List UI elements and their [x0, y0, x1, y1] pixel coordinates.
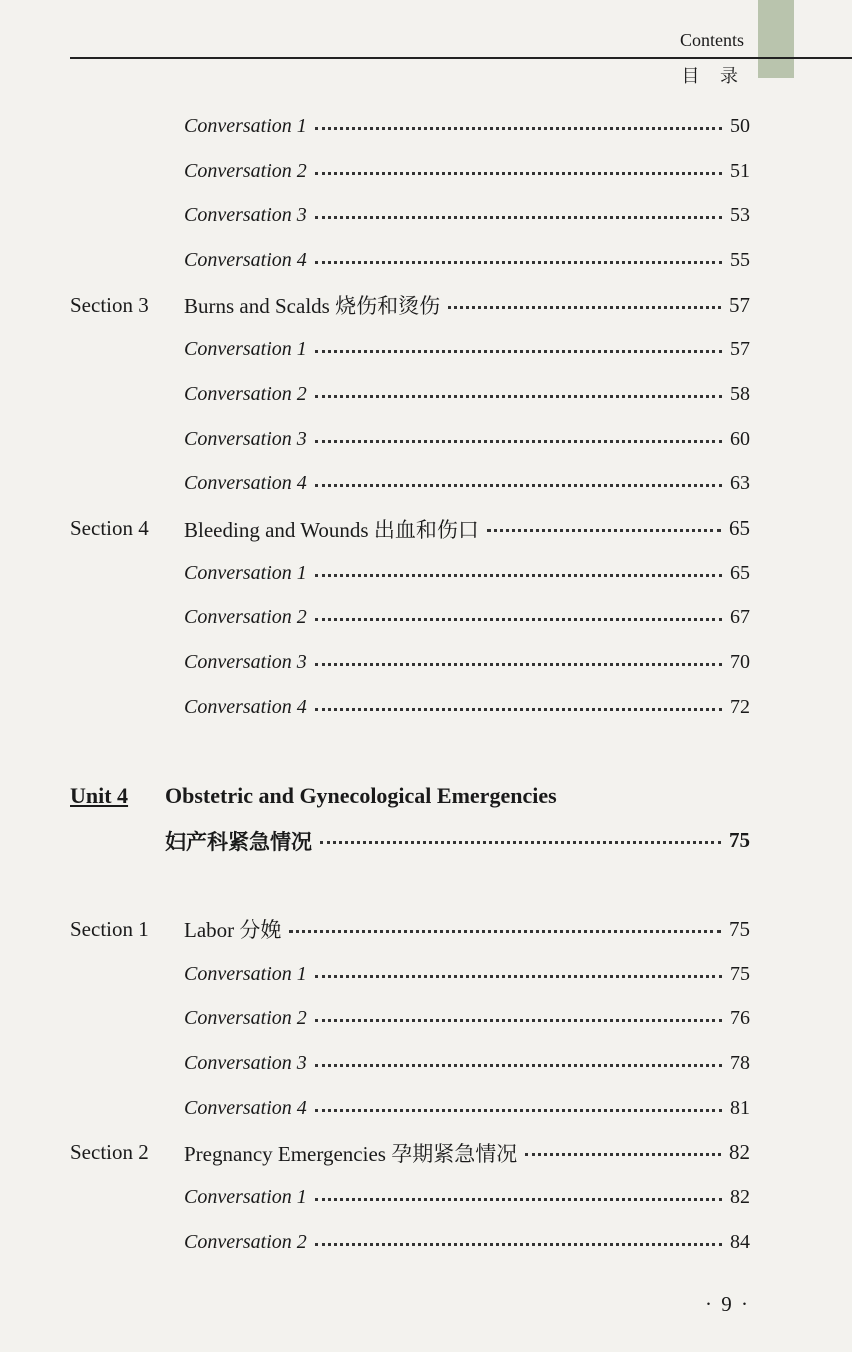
toc-entry[interactable] — [70, 1175, 750, 1220]
toc-entry[interactable] — [70, 1086, 750, 1131]
edge-tab — [758, 0, 794, 78]
entry-page: 75 — [729, 828, 750, 853]
entry-title: Conversation 1 — [184, 561, 307, 584]
entry-title: Conversation 1 — [184, 114, 307, 137]
spacer — [70, 863, 750, 907]
entry-page: 65 — [730, 561, 750, 584]
toc-entry[interactable] — [70, 193, 750, 238]
toc-section-entry[interactable] — [70, 907, 750, 952]
dot-leader — [315, 618, 722, 621]
entry-page: 70 — [730, 651, 750, 674]
dot-leader — [315, 440, 722, 443]
entry-title: Conversation 1 — [184, 338, 307, 361]
toc-unit-entry[interactable] — [70, 818, 750, 863]
toc-entry[interactable] — [70, 149, 750, 194]
dot-leader — [315, 261, 722, 264]
dot-leader — [315, 395, 722, 398]
toc-entry[interactable] — [70, 685, 750, 730]
entry-page: 50 — [730, 114, 750, 137]
toc-section-entry[interactable] — [70, 1130, 750, 1175]
dot-leader — [315, 127, 722, 130]
entry-page: 75 — [729, 916, 750, 941]
entry-page: 65 — [729, 516, 750, 541]
entry-title: Conversation 2 — [184, 606, 307, 629]
entry-title: Conversation 2 — [184, 1230, 307, 1253]
toc-entry[interactable] — [70, 238, 750, 283]
section-label: Section 2 — [70, 1140, 149, 1165]
table-of-contents — [70, 104, 750, 1265]
spacer — [70, 730, 750, 774]
entry-title: Conversation 3 — [184, 1051, 307, 1074]
entry-title: Conversation 2 — [184, 382, 307, 405]
dot-leader — [487, 529, 721, 532]
toc-entry[interactable] — [70, 551, 750, 596]
entry-page: 55 — [730, 248, 750, 271]
dot-leader — [315, 216, 722, 219]
section-label: Section 1 — [70, 916, 149, 941]
toc-entry[interactable] — [70, 104, 750, 149]
entry-title: Conversation 4 — [184, 695, 307, 718]
entry-page: 72 — [730, 695, 750, 718]
toc-entry[interactable] — [70, 996, 750, 1041]
toc-entry[interactable] — [70, 372, 750, 417]
toc-entry[interactable] — [70, 952, 750, 997]
section-title: Burns and Scalds 烧伤和烫伤 — [184, 294, 441, 319]
section-title: Pregnancy Emergencies 孕期紧急情况 — [184, 1141, 518, 1166]
entry-title: Conversation 2 — [184, 159, 307, 182]
toc-entry[interactable] — [70, 1041, 750, 1086]
entry-title: Conversation 3 — [184, 427, 307, 450]
toc-unit-heading[interactable] — [70, 774, 750, 819]
entry-title: Conversation 3 — [184, 651, 307, 674]
dot-leader — [315, 1198, 722, 1201]
header-rule — [70, 57, 852, 59]
section-title: Labor 分娩 — [184, 918, 282, 943]
entry-title: Conversation 4 — [184, 472, 307, 495]
toc-entry[interactable] — [70, 327, 750, 372]
dot-leader — [320, 841, 721, 844]
entry-page: 51 — [730, 159, 750, 182]
entry-page: 76 — [730, 1007, 750, 1030]
section-title: Bleeding and Wounds 出血和伤口 — [184, 517, 479, 542]
running-header-cn: 目 录 — [681, 66, 746, 86]
entry-page: 82 — [730, 1185, 750, 1208]
toc-entry[interactable] — [70, 596, 750, 641]
dot-leader — [525, 1153, 721, 1156]
entry-page: 57 — [729, 292, 750, 317]
entry-title: Conversation 1 — [184, 962, 307, 985]
unit-title: Obstetric and Gynecological Emergencies — [165, 782, 557, 808]
dot-leader — [315, 1019, 722, 1022]
dot-leader — [315, 1109, 722, 1112]
entry-page: 78 — [730, 1051, 750, 1074]
dot-leader — [315, 1064, 722, 1067]
toc-section-entry[interactable] — [70, 283, 750, 328]
entry-page: 63 — [730, 472, 750, 495]
entry-title: Conversation 4 — [184, 1096, 307, 1119]
section-label: Section 4 — [70, 516, 149, 541]
dot-leader — [315, 350, 722, 353]
entry-title: Conversation 2 — [184, 1007, 307, 1030]
entry-page: 57 — [730, 338, 750, 361]
dot-leader — [315, 484, 722, 487]
unit-title-cn: 妇产科紧急情况 — [165, 829, 312, 854]
dot-leader — [289, 930, 721, 933]
toc-entry[interactable] — [70, 1220, 750, 1265]
toc-entry[interactable] — [70, 462, 750, 507]
entry-page: 53 — [730, 204, 750, 227]
unit-label: Unit 4 — [70, 782, 129, 808]
entry-page: 81 — [730, 1096, 750, 1119]
entry-page: 82 — [729, 1140, 750, 1165]
entry-title: Conversation 1 — [184, 1185, 307, 1208]
toc-entry[interactable] — [70, 640, 750, 685]
dot-leader — [315, 975, 722, 978]
entry-page: 75 — [730, 962, 750, 985]
entry-page: 60 — [730, 427, 750, 450]
dot-leader — [315, 663, 722, 666]
dot-leader — [448, 306, 721, 309]
toc-entry[interactable] — [70, 417, 750, 462]
dot-leader — [315, 574, 722, 577]
toc-section-entry[interactable] — [70, 506, 750, 551]
entry-title: Conversation 3 — [184, 204, 307, 227]
entry-page: 67 — [730, 606, 750, 629]
dot-leader — [315, 1243, 722, 1246]
dot-leader — [315, 172, 722, 175]
page-number: · 9 · — [705, 1292, 750, 1316]
section-label: Section 3 — [70, 292, 149, 317]
running-header: Contents — [679, 30, 744, 50]
entry-page: 84 — [730, 1230, 750, 1253]
dot-leader — [315, 708, 722, 711]
entry-title: Conversation 4 — [184, 248, 307, 271]
entry-page: 58 — [730, 382, 750, 405]
